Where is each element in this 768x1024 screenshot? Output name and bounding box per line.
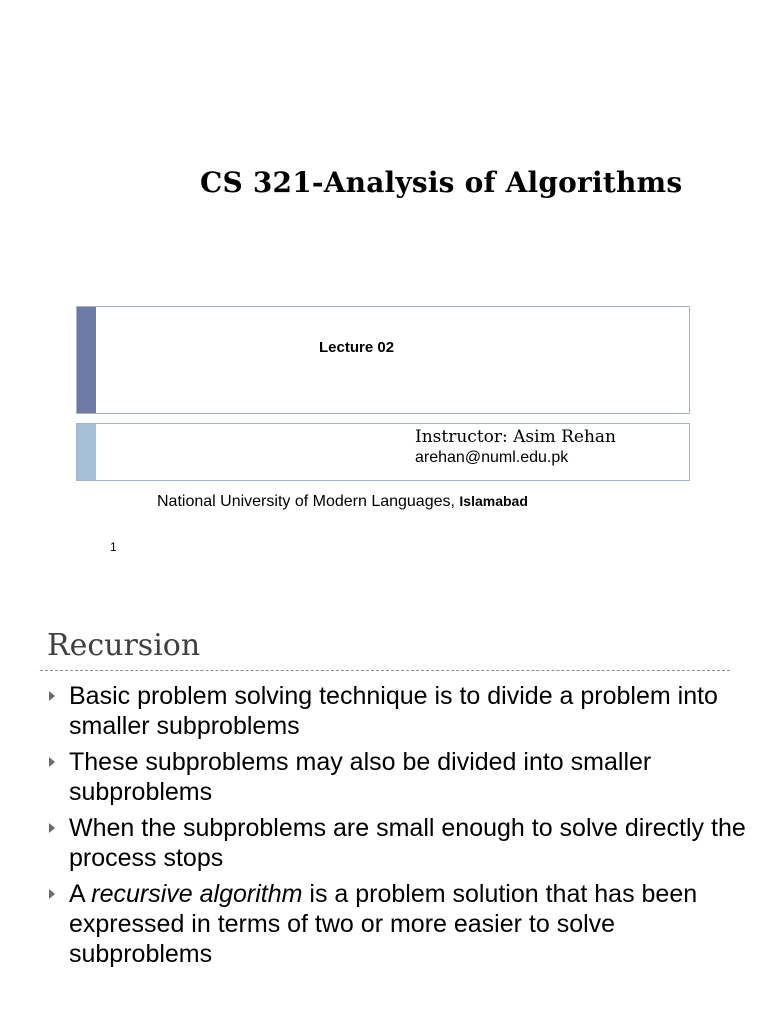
- bullet-text-emphasis: recursive algorithm: [91, 880, 303, 908]
- bullet-text-prefix: A: [69, 880, 92, 908]
- bullet-item: [47, 747, 747, 807]
- university-city: Islamabad: [459, 493, 528, 509]
- triangle-right-icon: [49, 823, 55, 833]
- bullet-text: When the subproblems are small enough to solve directly the process stops: [69, 814, 746, 872]
- triangle-right-icon: [49, 757, 55, 767]
- title-divider: [40, 670, 730, 671]
- lecture-label: Lecture 02: [319, 339, 395, 356]
- university-line: [157, 493, 528, 511]
- instructor-name: Instructor: Asim Rehan: [415, 427, 616, 447]
- bullet-item: [47, 813, 747, 873]
- lecture-box: [76, 306, 690, 414]
- bullet-text-suffix: is a problem solution that has been expressed in terms of two or more easier to solve subproblems: [69, 880, 698, 968]
- slide-number: 1: [110, 540, 117, 554]
- bullet-list: [47, 681, 747, 975]
- university-name: National University of Modern Languages,: [157, 493, 460, 510]
- slide-title: Recursion: [47, 628, 201, 663]
- triangle-right-icon: [49, 889, 55, 899]
- bullet-item: [47, 879, 747, 969]
- instructor-box: [76, 423, 690, 481]
- triangle-right-icon: [49, 691, 55, 701]
- bullet-text: Basic problem solving technique is to divide a problem into smaller subproblems: [69, 682, 718, 740]
- bullet-text: These subproblems may also be divided into smaller subproblems: [69, 748, 652, 806]
- bullet-item: [47, 681, 747, 741]
- instructor-accent-bar: [77, 424, 96, 480]
- course-title: CS 321-Analysis of Algorithms: [200, 166, 683, 199]
- recursion-slide: [0, 598, 768, 1024]
- instructor-email: arehan@numl.edu.pk: [415, 449, 569, 466]
- lecture-accent-bar: [77, 307, 96, 413]
